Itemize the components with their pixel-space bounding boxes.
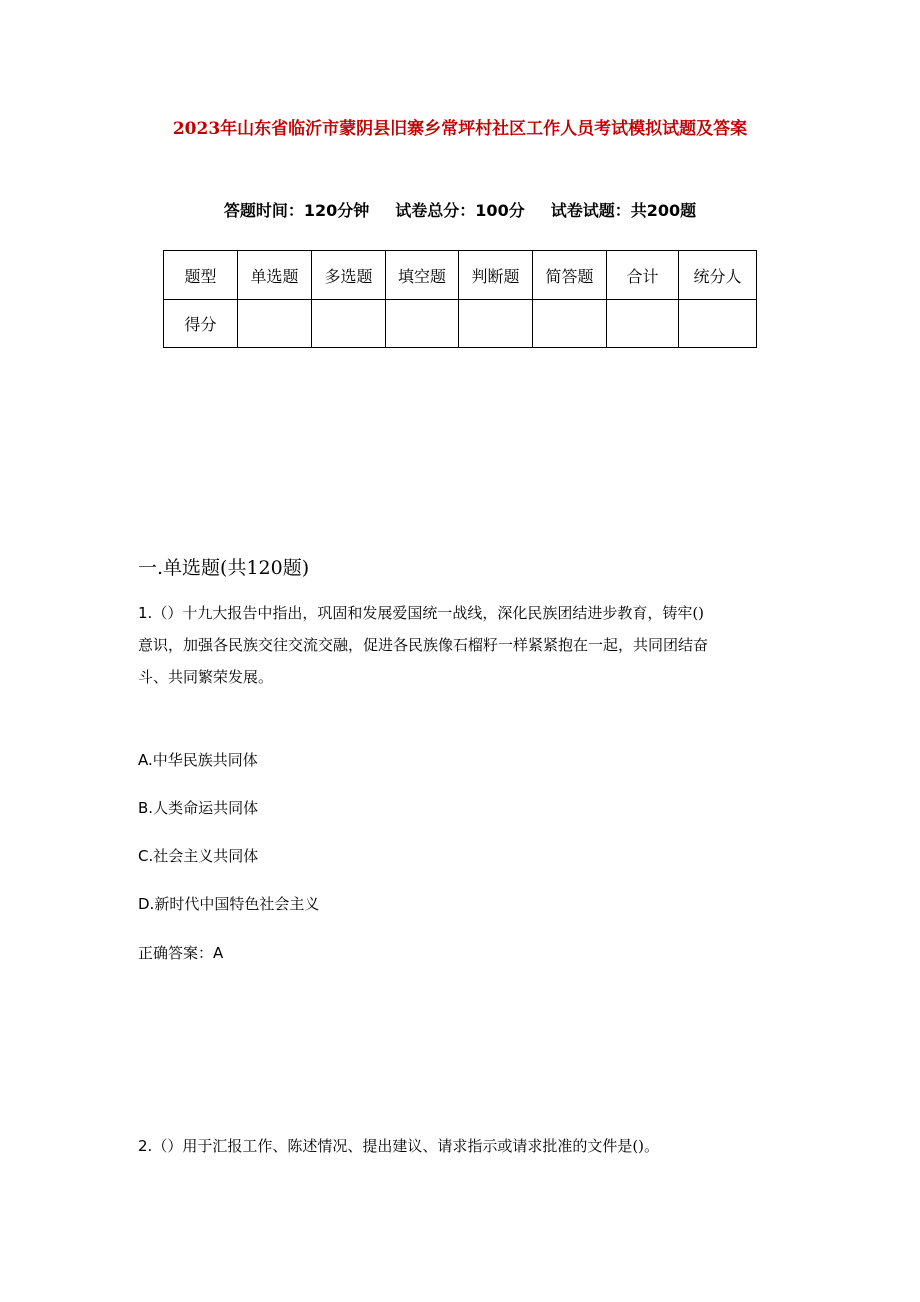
- score-table-row-label: 得分: [164, 300, 238, 348]
- score-table: [163, 250, 757, 348]
- question-1-option-a: A.中华民族共同体: [138, 751, 258, 769]
- score-table-header-cell: 统分人: [679, 251, 757, 300]
- score-table-header-row: [164, 251, 757, 300]
- question-1-line-3: 斗、共同繁荣发展。: [138, 668, 274, 686]
- question-1-line-2: 意识，加强各民族交往交流交融，促进各民族像石榴籽一样紧紧抱在一起，共同团结奋: [138, 636, 709, 654]
- question-1-line-1: [138, 597, 788, 629]
- score-table-header-cell: 填空题: [386, 251, 459, 300]
- score-cell-true-false[interactable]: [459, 300, 533, 348]
- question-2-number: 2.: [138, 1137, 153, 1155]
- score-table-header-cell: 判断题: [459, 251, 533, 300]
- score-cell-total[interactable]: [607, 300, 679, 348]
- document-title: 2023年山东省临沂市蒙阴县旧寨乡常坪村社区工作人员考试模拟试题及答案: [172, 119, 748, 139]
- exam-question-count: 试卷试题：共200题: [550, 201, 697, 220]
- score-table-header-cell: 题型: [164, 251, 238, 300]
- question-2-text: [138, 1130, 788, 1162]
- answer-label: 正确答案：: [138, 944, 214, 962]
- question-2-line-1: [138, 1130, 788, 1162]
- exam-time: 答题时间：120分钟: [223, 201, 370, 220]
- question-1-answer: [138, 942, 223, 963]
- score-cell-scorer[interactable]: [679, 300, 757, 348]
- question-1-option-b: B.人类命运共同体: [138, 799, 259, 817]
- exam-total-score: 试卷总分：100分: [395, 201, 525, 220]
- score-cell-multiple-choice[interactable]: [312, 300, 386, 348]
- score-cell-single-choice[interactable]: [238, 300, 312, 348]
- answer-value: A: [213, 944, 224, 962]
- question-1-text: [138, 597, 788, 693]
- exam-info-line: [0, 198, 920, 221]
- score-cell-fill-blank[interactable]: [386, 300, 459, 348]
- score-table-header-cell: 合计: [607, 251, 679, 300]
- score-cell-short-answer[interactable]: [533, 300, 607, 348]
- score-table-score-row: [164, 300, 757, 348]
- question-1-option-d: D.新时代中国特色社会主义: [138, 895, 320, 913]
- score-table-header-cell: 单选题: [238, 251, 312, 300]
- score-table-header-cell: 简答题: [533, 251, 607, 300]
- score-table-header-cell: 多选题: [312, 251, 386, 300]
- section-heading-single-choice: 一.单选题(共120题): [138, 557, 310, 579]
- question-1-number: 1.: [138, 604, 153, 622]
- question-1-option-c: C.社会主义共同体: [138, 847, 259, 865]
- question-1-line-1-text: （）十九大报告中指出，巩固和发展爱国统一战线，深化民族团结进步教育，铸牢(): [152, 604, 705, 622]
- question-2-line-1-text: （）用于汇报工作、陈述情况、提出建议、请求指示或请求批准的文件是()。: [152, 1137, 660, 1155]
